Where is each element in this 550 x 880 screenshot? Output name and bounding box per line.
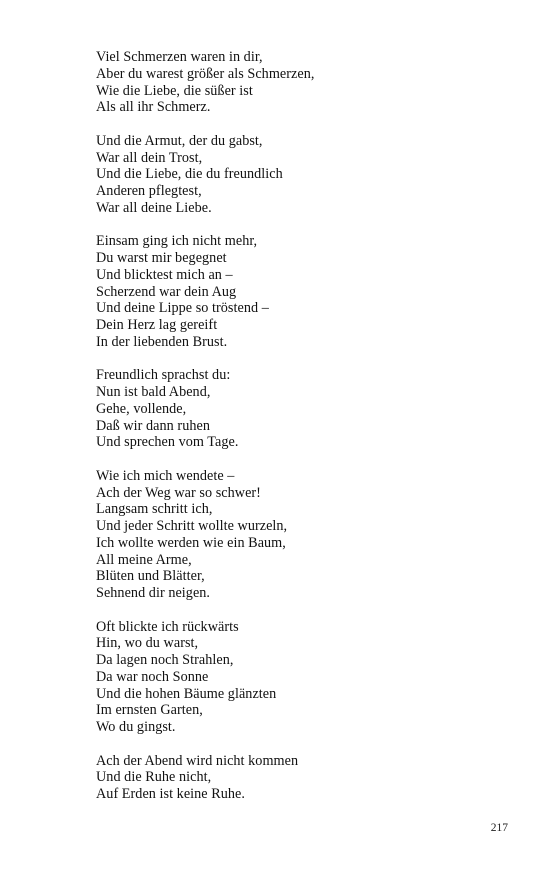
poem-line: Ich wollte werden wie ein Baum, <box>96 534 286 551</box>
poem-line: Da lagen noch Strahlen, <box>96 652 234 668</box>
poem-line: Und die Liebe, die du freundlich <box>96 166 283 183</box>
poem-line: Daß wir dann ruhen <box>96 417 210 434</box>
poem-line: Ach der Weg war so schwer! <box>96 484 261 501</box>
poem-line: In der liebenden Brust. <box>96 333 228 350</box>
stanza-7 <box>96 753 516 803</box>
poem-line: Als all ihr Schmerz. <box>96 99 211 116</box>
poem-line: Nun ist bald Abend, <box>96 384 211 400</box>
poem-line: Und die hohen Bäume glänzten <box>96 685 277 702</box>
poem-line: Oft blickte ich rückwärts <box>96 618 239 635</box>
poem-line: Einsam ging ich nicht mehr, <box>96 233 258 250</box>
poem-line: Und die Armut, der du gabst, <box>96 132 263 149</box>
poem-line: Auf Erden ist keine Ruhe. <box>96 786 245 802</box>
poem-line: Viel Schmerzen waren in dir, <box>96 49 263 65</box>
poem-line: Wie ich mich wendete – <box>96 467 235 484</box>
poem-line: Langsam schritt ich, <box>96 501 213 518</box>
stanza-6 <box>96 619 516 736</box>
poem-line: Gehe, vollende, <box>96 400 187 417</box>
poem-line: Blüten und Blätter, <box>96 568 205 585</box>
poem-line: Und sprechen vom Tage. <box>96 434 239 451</box>
poem-line: Und jeder Schritt wollte wurzeln, <box>96 518 288 534</box>
poem-line: War all deine Liebe. <box>96 199 212 216</box>
poem-line: Du warst mir begegnet <box>96 250 227 266</box>
stanza-4 <box>96 367 516 451</box>
poem-line: Scherzend war dein Aug <box>96 283 237 300</box>
poem-line: Wo du gingst. <box>96 719 176 735</box>
poem-line: Und deine Lippe so tröstend – <box>96 300 269 317</box>
poem-line: Dein Herz lag gereift <box>96 317 218 333</box>
poem-line: Aber du warest größer als Schmerzen, <box>96 65 315 82</box>
stanza-1 <box>96 49 516 116</box>
poem-line: Anderen pflegtest, <box>96 183 202 199</box>
poem-line: Freundlich sprachst du: <box>96 367 231 384</box>
poem-line: War all dein Trost, <box>96 149 203 166</box>
poem-line: Und die Ruhe nicht, <box>96 769 212 786</box>
poem-text <box>96 49 516 820</box>
poem-line: Wie die Liebe, die süßer ist <box>96 82 253 99</box>
poem-line: All meine Arme, <box>96 551 192 568</box>
poem-line: Da war noch Sonne <box>96 668 209 685</box>
poem-line: Sehnend dir neigen. <box>96 585 211 601</box>
stanza-2 <box>96 133 516 217</box>
stanza-5 <box>96 468 516 602</box>
page-number: 217 <box>490 822 508 834</box>
poem-line: Und blicktest mich an – <box>96 266 233 283</box>
poem-line: Hin, wo du warst, <box>96 635 199 652</box>
poem-line: Ach der Abend wird nicht kommen <box>96 752 299 769</box>
poem-line: Im ernsten Garten, <box>96 702 203 719</box>
stanza-3 <box>96 233 516 350</box>
